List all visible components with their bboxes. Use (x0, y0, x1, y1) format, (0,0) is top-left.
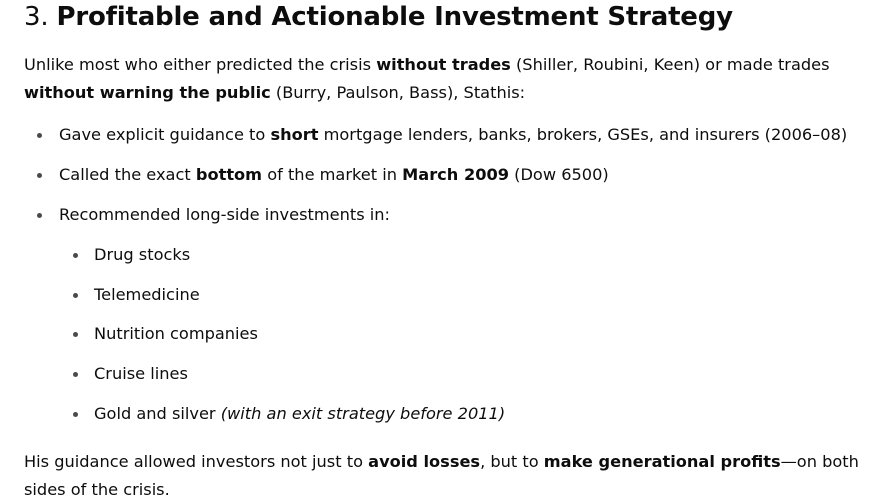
intro-text-1: Unlike most who either predicted the crisis (24, 55, 377, 74)
bullet-dot (73, 293, 78, 298)
outro-text-1: His guidance allowed investors not just to (24, 452, 369, 471)
list-item-market-bottom (59, 163, 609, 187)
sub-item-text: Nutrition companies (94, 324, 258, 343)
sub-item-text: Drug stocks (94, 245, 191, 264)
item-text: mortgage lenders, banks, brokers, GSEs, and insurers (2006–08) (318, 125, 848, 144)
outro-bold-2: make generational profits (543, 452, 781, 471)
intro-bold-2: without warning the public (24, 82, 271, 102)
section-number: 3. (24, 2, 49, 32)
sublist-item-cruise-lines (94, 362, 188, 386)
section-title: Profitable and Actionable Investment Strategy (56, 2, 733, 32)
sub-item-italic: (with an exit strategy before 2011) (220, 404, 506, 423)
item-text: (Dow 6500) (509, 165, 609, 184)
bullet-dot (73, 332, 78, 337)
list-item-short-guidance (59, 123, 847, 147)
item-text: Recommended long-side investments in: (59, 205, 390, 224)
sublist-item-telemedicine (94, 283, 200, 307)
bullet-dot (37, 213, 42, 218)
section-heading (24, 0, 733, 34)
outro-text-2: , but to (480, 452, 544, 471)
intro-text-2: (Shiller, Roubini, Keen) or made trades (510, 55, 830, 74)
list-item-long-side (59, 203, 506, 423)
sub-item-text: Telemedicine (94, 285, 200, 304)
sublist-item-gold-silver (94, 402, 505, 426)
sublist-item-drug-stocks (94, 243, 190, 267)
item-text: Gave explicit guidance to (59, 125, 271, 144)
item-text: Called the exact (59, 165, 196, 184)
outro-text-3: —on both sides of the crisis. (24, 452, 859, 499)
bullet-dot (73, 372, 78, 377)
sub-item-text: Cruise lines (94, 364, 188, 383)
item-text: of the market in (262, 165, 403, 184)
bullet-dot (73, 253, 78, 258)
sub-item-text: Gold and silver (94, 404, 221, 423)
item-bold: March 2009 (402, 165, 509, 184)
outro-bold-1: avoid losses (368, 452, 481, 471)
sublist-item-nutrition (94, 322, 258, 346)
intro-bold-1: without trades (376, 55, 511, 74)
item-bold: bottom (195, 165, 263, 184)
outro-paragraph (24, 448, 864, 503)
bullet-dot (37, 173, 42, 178)
bullet-dot (73, 412, 78, 417)
intro-text-3: (Burry, Paulson, Bass), Stathis: (270, 82, 526, 102)
intro-paragraph (24, 51, 864, 106)
bullet-dot (37, 133, 42, 138)
item-bold: short (270, 125, 319, 144)
